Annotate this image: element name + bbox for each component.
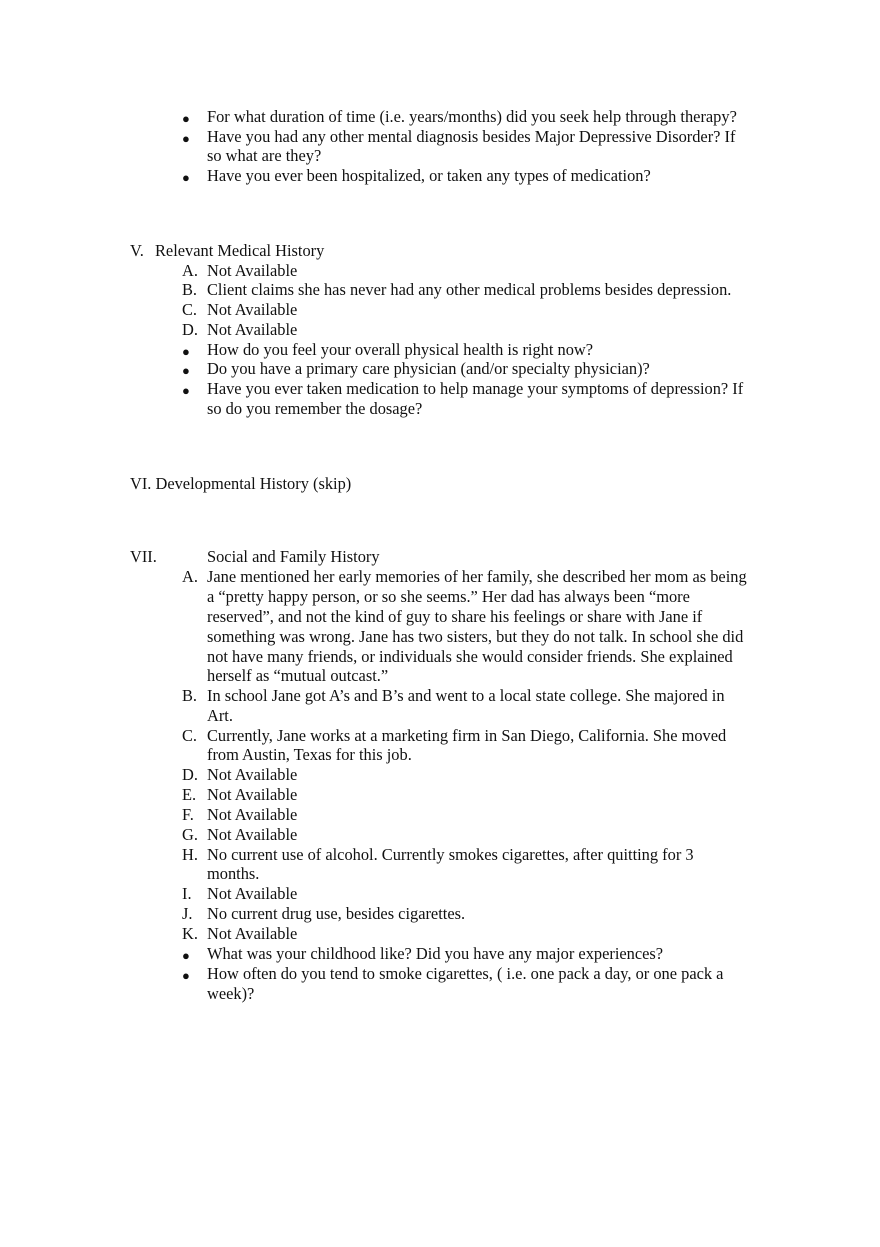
list-item: reserved”, and not the kind of guy to share his feelings or share with Jane if	[207, 607, 703, 626]
question-line: so what are they?	[207, 146, 322, 165]
list-item: No current drug use, besides cigarettes.	[207, 904, 466, 923]
list-item: Not Available	[207, 805, 298, 824]
list-item: a “pretty happy person, or so she seems.” Her dad has always been “more	[207, 587, 690, 606]
question-line: What was your childhood like? Did you have any major experiences?	[207, 944, 664, 963]
list-item: Not Available	[207, 320, 298, 339]
list-letter: E.	[182, 785, 197, 804]
list-item: from Austin, Texas for this job.	[207, 745, 412, 764]
list-item: Art.	[207, 706, 233, 725]
list-letter: G.	[182, 825, 198, 844]
bullet-icon: ●	[182, 968, 190, 983]
list-letter: J.	[182, 904, 193, 923]
question-line: How do you feel your overall physical health is right now?	[207, 340, 593, 359]
list-letter: C.	[182, 300, 198, 319]
list-letter: I.	[182, 884, 192, 903]
list-letter: B.	[182, 686, 198, 705]
list-letter: H.	[182, 845, 198, 864]
list-item: Not Available	[207, 785, 298, 804]
question-line: Have you ever been hospitalized, or taken any types of medication?	[207, 166, 651, 185]
list-item: herself as “mutual outcast.”	[207, 666, 389, 685]
list-letter: A.	[182, 261, 198, 280]
question-line: How often do you tend to smoke cigarettes, ( i.e. one pack a day, or one pack a	[207, 964, 724, 983]
question-line: Have you ever taken medication to help manage your symptoms of depression? If	[207, 379, 744, 398]
bullet-icon: ●	[182, 111, 190, 126]
section-heading: VI. Developmental History (skip)	[130, 474, 352, 493]
list-letter: A.	[182, 567, 198, 586]
list-item: Currently, Jane works at a marketing firm in San Diego, California. She moved	[207, 726, 727, 745]
list-item: Jane mentioned her early memories of her family, she described her mom as being	[207, 567, 747, 586]
section-numeral: VII.	[130, 547, 157, 566]
question-line: Do you have a primary care physician (and/or specialty physician)?	[207, 359, 650, 378]
list-letter: B.	[182, 280, 198, 299]
bullet-icon: ●	[182, 344, 190, 359]
list-letter: C.	[182, 726, 198, 745]
question-line: so do you remember the dosage?	[207, 399, 423, 418]
list-letter: F.	[182, 805, 194, 824]
bullet-icon: ●	[182, 363, 190, 378]
section-title: Social and Family History	[207, 547, 380, 566]
list-letter: D.	[182, 765, 198, 784]
list-item: No current use of alcohol. Currently smokes cigarettes, after quitting for 3	[207, 845, 694, 864]
list-item: Client claims she has never had any other medical problems besides depression.	[207, 280, 732, 299]
list-item: Not Available	[207, 300, 298, 319]
list-item: not have many friends, or individuals she would consider friends. She explained	[207, 647, 733, 666]
list-item: In school Jane got A’s and B’s and went to a local state college. She majored in	[207, 686, 725, 705]
section-title: Relevant Medical History	[155, 241, 325, 260]
list-item: something was wrong. Jane has two sisters, but they do not talk. In school she did	[207, 627, 744, 646]
list-item: Not Available	[207, 825, 298, 844]
list-item: Not Available	[207, 924, 298, 943]
bullet-icon: ●	[182, 948, 190, 963]
bullet-icon: ●	[182, 383, 190, 398]
question-line: For what duration of time (i.e. years/months) did you seek help through therapy?	[207, 107, 737, 126]
section-numeral: V.	[130, 241, 144, 260]
bullet-icon: ●	[182, 131, 190, 146]
list-item: Not Available	[207, 261, 298, 280]
list-item: Not Available	[207, 765, 298, 784]
list-letter: D.	[182, 320, 198, 339]
question-line: Have you had any other mental diagnosis besides Major Depressive Disorder? If	[207, 127, 736, 146]
bullet-icon: ●	[182, 170, 190, 185]
list-letter: K.	[182, 924, 198, 943]
question-line: week)?	[207, 984, 255, 1003]
list-item: months.	[207, 864, 260, 883]
list-item: Not Available	[207, 884, 298, 903]
